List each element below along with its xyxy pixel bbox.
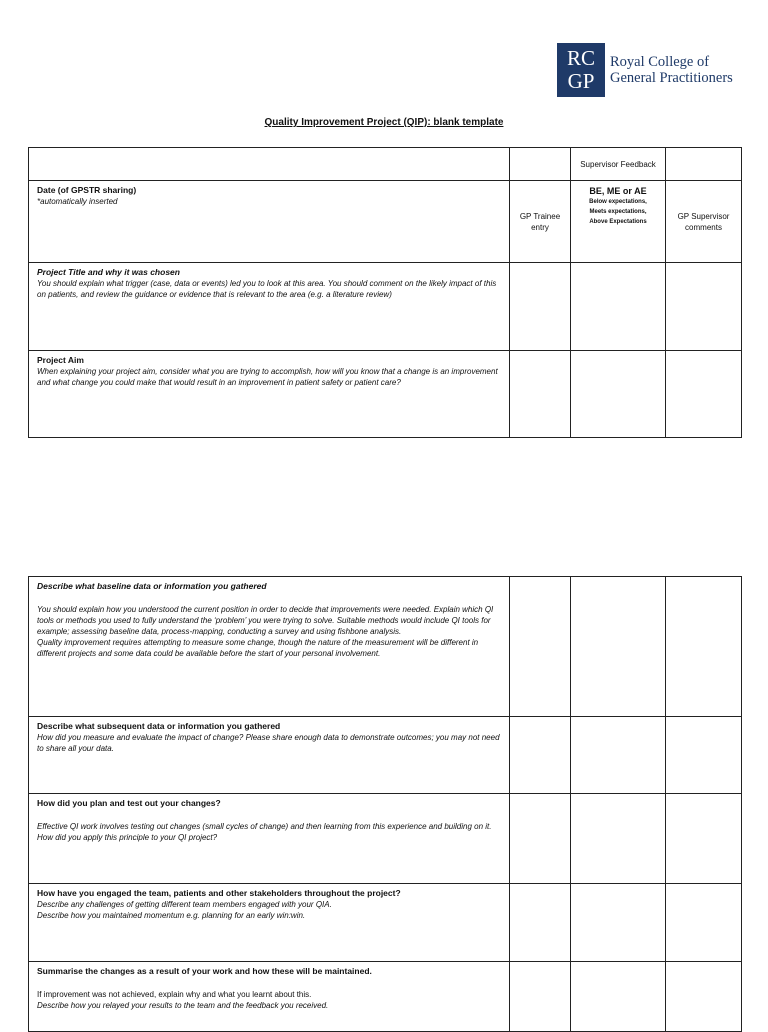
baseline-desc-2: Quality improvement requires attempting to measure some change, though the nature of the measurement will be different in different projects and some data could be available before the start of your personal involvement. (37, 638, 479, 658)
plan-heading: How did you plan and test out your changes? (37, 798, 221, 808)
summary-cell (29, 962, 510, 1032)
subsequent-heading: Describe what subsequent data or information you gathered (37, 721, 281, 731)
rating-me: Meets expectations, (589, 209, 647, 215)
rating-label: BE, ME or AE (589, 186, 647, 196)
subsequent-cell (29, 717, 510, 794)
qip-table-bottom (28, 576, 742, 1032)
trainee-entry-header: GP Trainee entry (510, 181, 571, 263)
table-row (29, 351, 742, 438)
baseline-cell (29, 577, 510, 717)
table-row (29, 794, 742, 884)
trainee-entry-cell[interactable] (510, 577, 571, 717)
trainee-entry-cell[interactable] (510, 794, 571, 884)
supervisor-feedback-header: Supervisor Feedback (571, 148, 666, 181)
summary-desc-1: If improvement was not achieved, explain why and what you learnt about this. (37, 990, 312, 999)
table-row (29, 717, 742, 794)
table-row (29, 962, 742, 1032)
baseline-heading: Describe what baseline data or information you gathered (37, 581, 267, 591)
engage-desc-1: Describe any challenges of getting different team members engaged with your QIA. (37, 900, 332, 909)
table-row (29, 884, 742, 962)
trainee-entry-cell[interactable] (510, 962, 571, 1032)
rating-cell[interactable] (571, 351, 666, 438)
supervisor-comments-cell[interactable] (666, 717, 742, 794)
rcgp-logo (557, 43, 733, 97)
summary-desc-2: Describe how you relayed your results to the team and the feedback you received. (37, 1001, 329, 1010)
rating-cell[interactable] (571, 263, 666, 351)
date-cell (29, 181, 510, 263)
logo-mark-line2: GP (567, 69, 595, 93)
qip-table-top (28, 147, 742, 438)
rating-cell[interactable] (571, 717, 666, 794)
rcgp-logo-mark (557, 43, 605, 97)
empty-cell (666, 148, 742, 181)
trainee-entry-cell[interactable] (510, 717, 571, 794)
subsequent-desc: How did you measure and evaluate the impact of change? Please share enough data to demonstrate outcomes; you may not need to share all your data. (37, 733, 500, 753)
project-title-desc: You should explain what trigger (case, data or events) led you to look at this area. You should comment on the likely impact of this on patients, and review the guidance or evidence that is relevant to the area (e.g. a literature review) (37, 279, 497, 299)
trainee-entry-cell[interactable] (510, 884, 571, 962)
project-aim-heading: Project Aim (37, 355, 84, 365)
supervisor-comments-cell[interactable] (666, 884, 742, 962)
rating-cell[interactable] (571, 577, 666, 717)
plan-desc: Effective QI work involves testing out changes (small cycles of change) and then learning from this experience and building on it. How did you apply this principle to your QI project? (37, 822, 492, 842)
empty-cell (510, 148, 571, 181)
summary-heading: Summarise the changes as a result of your work and how these will be maintained. (37, 966, 372, 976)
logo-name-line1: Royal College of (610, 54, 710, 70)
date-label: Date (of GPSTR sharing) (37, 185, 137, 195)
date-note: *automatically inserted (37, 197, 118, 206)
supervisor-comments-header: GP Supervisor comments (666, 181, 742, 263)
table-row (29, 181, 742, 263)
rating-cell[interactable] (571, 884, 666, 962)
project-aim-cell (29, 351, 510, 438)
rating-cell[interactable] (571, 794, 666, 884)
table-row (29, 577, 742, 717)
trainee-entry-cell[interactable] (510, 263, 571, 351)
supervisor-comments-cell[interactable] (666, 577, 742, 717)
engage-cell (29, 884, 510, 962)
baseline-desc-1: You should explain how you understood the current position in order to decide that improvements were needed. Explain which QI tools or methods you used to fully understand the ‘problem’ you were trying to solve. Suitable methods would include QI tools for example; assessing baseline data, process-mapping, conducting a survey and using fishbone analysis. (37, 605, 494, 636)
project-title-heading: Project Title and why it was chosen (37, 267, 180, 277)
project-title-cell (29, 263, 510, 351)
supervisor-comments-cell[interactable] (666, 263, 742, 351)
engage-desc-2: Describe how you maintained momentum e.g. planning for an early win:win. (37, 911, 306, 920)
supervisor-comments-cell[interactable] (666, 794, 742, 884)
supervisor-comments-cell[interactable] (666, 351, 742, 438)
rating-ae: Above Expectations (589, 219, 647, 225)
logo-name-line2: General Practitioners (610, 70, 733, 86)
rating-be: Below expectations, (589, 199, 647, 205)
supervisor-comments-cell[interactable] (666, 962, 742, 1032)
table-row (29, 148, 742, 181)
logo-mark-line1: RC (566, 46, 595, 70)
rating-cell[interactable] (571, 962, 666, 1032)
rating-header (571, 181, 666, 263)
plan-cell (29, 794, 510, 884)
project-aim-desc: When explaining your project aim, consider what you are trying to accomplish, how will you know that a change is an improvement and what change you could make that would result in an improvement in patient safety or patient care? (37, 367, 498, 387)
empty-cell (29, 148, 510, 181)
trainee-entry-cell[interactable] (510, 351, 571, 438)
rcgp-logo-name (610, 54, 733, 86)
document-title: Quality Improvement Project (QIP): blank template (264, 117, 504, 128)
engage-heading: How have you engaged the team, patients and other stakeholders throughout the project? (37, 888, 401, 898)
table-row (29, 263, 742, 351)
